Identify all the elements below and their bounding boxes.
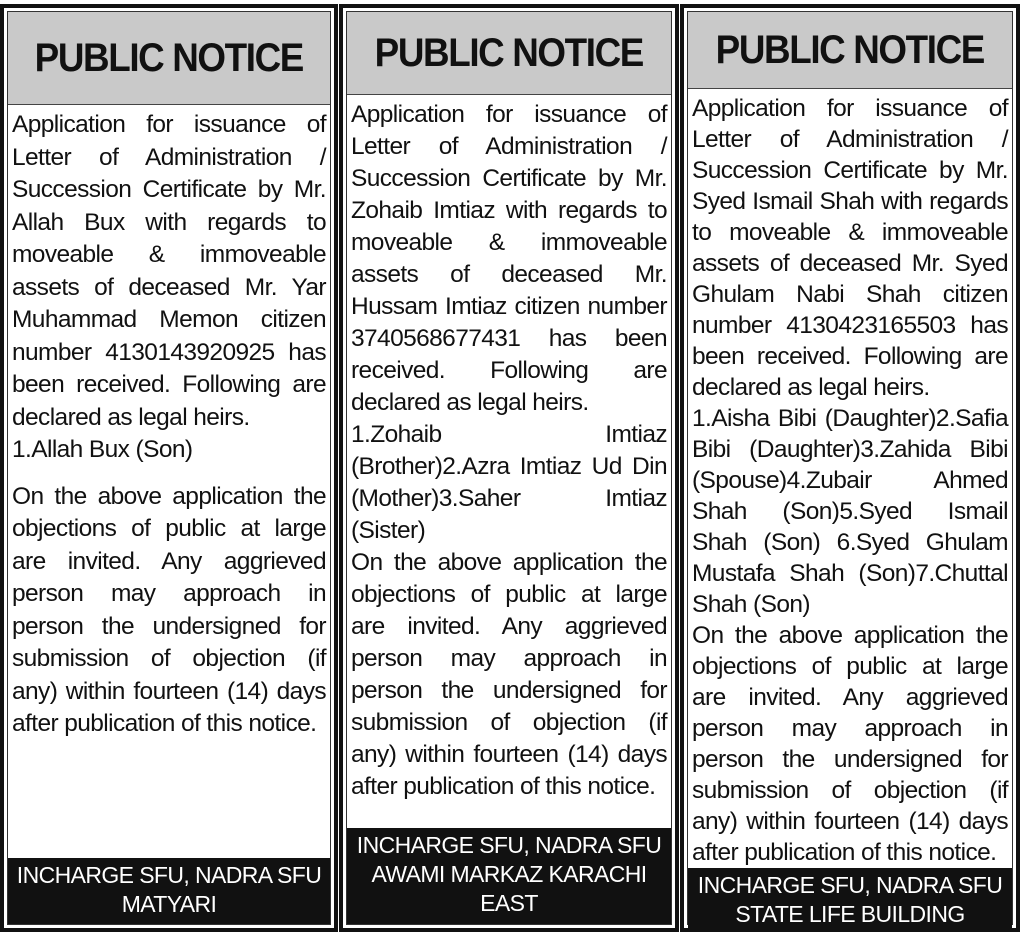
application-paragraph: Application for issuance of Letter of Administration / Succession Certificate by Mr. Zohaib Imtiaz with regards to moveable & immoveable assets of deceased Mr. Hussam Imtiaz citizen number 3740568677431 has been received. Following are declared as legal heirs. <box>351 101 667 416</box>
notice-title: PUBLIC NOTICE <box>34 35 304 80</box>
legal-heirs: 1.Allah Bux (Son) <box>12 436 193 463</box>
application-paragraph: Application for issuance of Letter of Administration / Succession Certificate by Mr. Allah Bux with regards to moveable & immoveable assets of deceased Mr. Yar Muhammad Memon citizen number 4130143920925 has been received. Following are declared as legal heirs. <box>12 111 326 431</box>
footer-line: MATYARI <box>121 891 217 917</box>
footer-line: AWAMI MARKAZ KARACHI <box>371 861 647 887</box>
notice-title-bar <box>688 12 1012 89</box>
notice-footer <box>8 858 330 924</box>
public-notice-2 <box>339 4 679 932</box>
public-notice-3 <box>680 4 1020 932</box>
notice-footer <box>688 868 1012 928</box>
objections-paragraph: On the above application the objections of public at large are invited. Any aggrieved person may approach in person the undersigned for submission of objection (if any) within fourteen (14) days after publication of this notice. <box>351 549 667 800</box>
footer-line: INCHARGE SFU, NADRA SFU <box>356 832 662 858</box>
notice-body <box>688 89 1012 868</box>
objections-paragraph: On the above application the objections of public at large are invited. Any aggrieved person may approach in person the undersigned for submission of objection (if any) within fourteen (14) days after publication of this notice. <box>692 622 1008 866</box>
notice-title-bar <box>8 12 330 105</box>
public-notice-1 <box>0 4 338 932</box>
notice-title: PUBLIC NOTICE <box>715 27 985 72</box>
footer-line: STATE LIFE BUILDING <box>735 901 965 927</box>
footer-line: EAST <box>480 890 538 916</box>
application-paragraph: Application for issuance of Letter of Administration / Succession Certificate by Mr. Syed Ismail Shah with regards to moveable & immoveable assets of deceased Mr. Syed Ghulam Nabi Shah citizen number 4130423165503 has been received. Following are declared as legal heirs. <box>692 95 1008 401</box>
notice-title-bar <box>347 12 671 95</box>
footer-line: INCHARGE SFU, NADRA SFU <box>16 862 322 888</box>
legal-heirs: 1.Zohaib Imtiaz (Brother)2.Azra Imtiaz Ud Din (Mother)3.Saher Imtiaz (Sister) <box>351 421 667 544</box>
legal-heirs: 1.Aisha Bibi (Daughter)2.Safia Bibi (Daughter)3.Zahida Bibi (Spouse)4.Zubair Ahmed Shah (Son)5.Syed Ismail Shah (Son) 6.Syed Ghulam Mustafa Shah (Son)7.Chuttal Shah (Son) <box>692 405 1008 618</box>
notice-body <box>8 105 330 858</box>
notice-title: PUBLIC NOTICE <box>374 30 644 75</box>
notice-footer <box>347 828 671 924</box>
objections-paragraph: On the above application the objections of public at large are invited. Any aggrieved person may approach in person the undersigned for submission of objection (if any) within fourteen (14) days after publication of this notice. <box>12 482 326 737</box>
notice-body <box>347 95 671 828</box>
footer-line: INCHARGE SFU, NADRA SFU <box>697 872 1003 898</box>
